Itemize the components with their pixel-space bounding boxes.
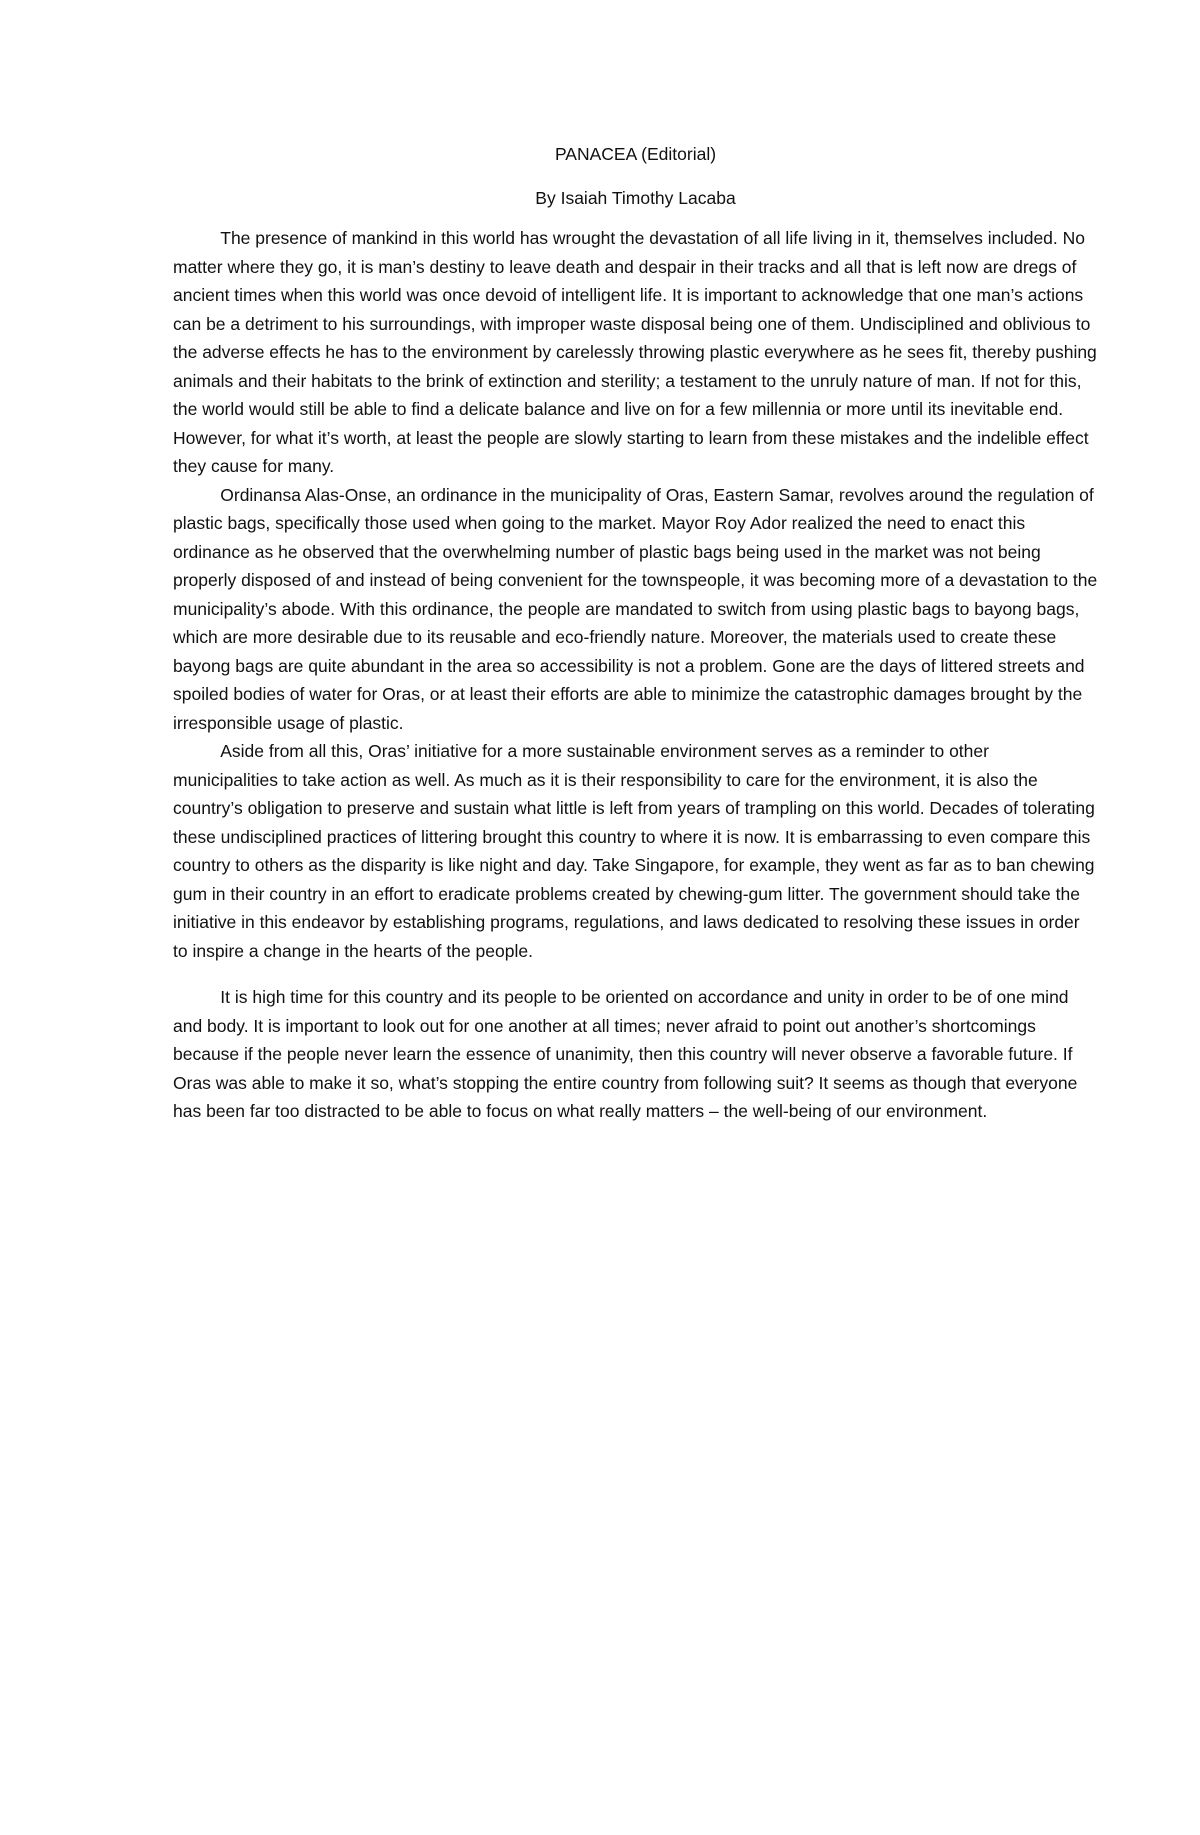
paragraph-1: The presence of mankind in this world has wrought the devastation of all life living in it, themselves included. No matter where they go, it is man’s destiny to leave death and despair in their tracks and all that is left now are dregs of ancient times when this world was once devoid of intelligent life. It is important to acknowledge that one man’s actions can be a detriment to his surroundings, with improper waste disposal being one of them. Undisciplined and oblivious to the adverse effects he has to the environment by carelessly throwing plastic everywhere as he sees fit, thereby pushing animals and their habitats to the brink of extinction and sterility; a testament to the unruly nature of man. If not for this, the world would still be able to find a delicate balance and live on for a few millennia or more until its inevitable end. However, for what it’s worth, at least the people are slowly starting to learn from these mistakes and the indelible effect they cause for many. xyxy=(173,228,1097,476)
paragraph-2: Ordinansa Alas-Onse, an ordinance in the municipality of Oras, Eastern Samar, revolves around the regulation of plastic bags, specifically those used when going to the market. Mayor Roy Ador realized the need to enact this ordinance as he observed that the overwhelming number of plastic bags being used in the market was not being properly disposed of and instead of being convenient for the townspeople, it was becoming more of a devastation to the municipality’s abode. With this ordinance, the people are mandated to switch from using plastic bags to bayong bags, which are more desirable due to its reusable and eco-friendly nature. Moreover, the materials used to create these bayong bags are quite abundant in the area so accessibility is not a problem. Gone are the days of littered streets and spoiled bodies of water for Oras, or at least their efforts are able to minimize the catastrophic damages brought by the irresponsible usage of plastic. xyxy=(173,484,1098,733)
paragraph-3: Aside from all this, Oras’ initiative for a more sustainable environment serves as a reminder to other municipalities to take action as well. As much as it is their responsibility to care for the environment, it is also the country’s obligation to preserve and sustain what little is left from years of trampling on this world. Decades of tolerating these undisciplined practices of littering brought this country to where it is now. It is embarrassing to even compare this country to others as the disparity is like night and day. Take Singapore, for example, they went as far as to ban chewing gum in their country in an effort to eradicate problems created by chewing-gum litter. The government should take the initiative in this endeavor by establishing programs, regulations, and laws dedicated to resolving these issues in order to inspire a change in the hearts of the people. xyxy=(173,741,1095,961)
paragraph-4: It is high time for this country and its people to be oriented on accordance and unity in order to be of one mind and body. It is important to look out for one another at all times; never afraid to point out another’s shortcomings because if the people never learn the essence of unanimity, then this country will never observe a favorable future. If Oras was able to make it so, what’s stopping the entire country from following suit? It seems as though that everyone has been far too distracted to be able to focus on what really matters – the well-being of our environment. xyxy=(173,987,1078,1121)
document-title: PANACEA (Editorial) xyxy=(554,144,717,164)
document-byline: By Isaiah Timothy Lacaba xyxy=(535,188,736,208)
document-body xyxy=(173,140,1098,1126)
